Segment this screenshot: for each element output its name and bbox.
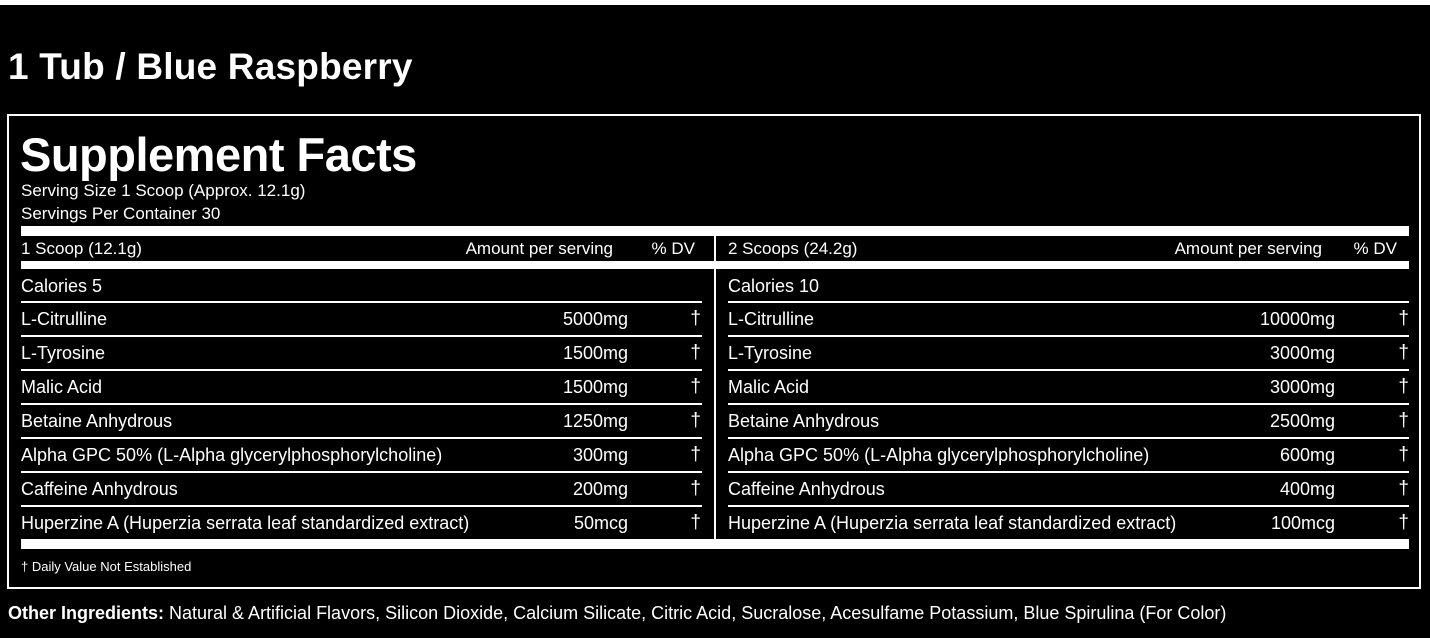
ingredient-row [21,405,702,439]
ingredient-row [21,303,702,337]
ingredient-amount: 200mg [572,479,628,499]
dv-header: % DV [651,239,695,258]
ingredient-name: L-Citrulline [21,309,108,329]
column-divider [714,236,716,539]
calories-row: Calories 5 [21,269,702,303]
ingredient-name: Caffeine Anhydrous [728,479,885,499]
servings-per-container: Servings Per Container 30 [21,204,221,223]
ingredient-amount: 600mg [1279,445,1335,465]
ingredient-amount: 1500mg [562,343,628,363]
ingredient-row [21,473,702,507]
daily-value-footnote: † Daily Value Not Established [21,559,192,574]
ingredient-row [728,303,1409,337]
ingredient-amount: 2500mg [1269,411,1335,431]
amount-header: Amount per serving [465,239,613,258]
top-divider [0,0,1430,5]
ingredient-name: Betaine Anhydrous [728,411,880,431]
serving-label: 1 Scoop (12.1g) [21,239,142,258]
dagger-symbol: † [690,308,701,329]
ingredient-name: Alpha GPC 50% (L-Alpha glycerylphosphorylcholine) [21,445,443,465]
dagger-symbol: † [1398,512,1409,533]
dagger-symbol: † [1398,342,1409,363]
ingredient-row [728,337,1409,371]
dagger-symbol: † [1398,376,1409,397]
ingredient-amount: 5000mg [562,309,628,329]
calories-row: Calories 10 [728,269,1409,303]
ingredient-row [728,473,1409,507]
amount-header: Amount per serving [1174,239,1322,258]
product-title: 1 Tub / Blue Raspberry [8,46,413,87]
dagger-symbol: † [1398,308,1409,329]
ingredient-amount: 100mcg [1270,513,1335,533]
ingredient-name: Alpha GPC 50% (L-Alpha glycerylphosphorylcholine) [728,445,1150,465]
serving-size: Serving Size 1 Scoop (Approx. 12.1g) [21,181,306,200]
ingredient-name: L-Citrulline [728,309,815,329]
dagger-symbol: † [690,478,701,499]
dv-header: % DV [1353,239,1397,258]
ingredient-row [21,507,702,541]
ingredient-name: Betaine Anhydrous [21,411,173,431]
ingredient-amount: 1500mg [562,377,628,397]
serving-label: 2 Scoops (24.2g) [728,239,858,258]
ingredient-row [728,439,1409,473]
other-ingredients [8,601,1226,625]
column-header [21,236,702,261]
ingredient-list [21,303,702,541]
dagger-symbol: † [690,444,701,465]
ingredient-name: Caffeine Anhydrous [21,479,178,499]
other-ingredients-label: Other Ingredients: [8,603,165,623]
dagger-symbol: † [1398,410,1409,431]
ingredient-list [728,303,1409,541]
ingredient-row [728,507,1409,541]
thick-rule-top [21,226,1409,236]
ingredient-row [21,371,702,405]
ingredient-name: Huperzine A (Huperzia serrata leaf standardized extract) [21,513,470,533]
ingredient-name: L-Tyrosine [21,343,106,363]
ingredient-name: Malic Acid [728,377,810,397]
ingredient-amount: 1250mg [562,411,628,431]
ingredient-amount: 3000mg [1269,377,1335,397]
dagger-symbol: † [690,512,701,533]
ingredient-amount: 3000mg [1269,343,1335,363]
dagger-symbol: † [690,410,701,431]
other-ingredients-text: Natural & Artificial Flavors, Silicon Dioxide, Calcium Silicate, Citric Acid, Sucralose, Acesulfame Potassium, Blue Spirulina (For Color) [164,603,1227,623]
ingredient-name: Huperzine A (Huperzia serrata leaf standardized extract) [728,513,1177,533]
ingredient-row [728,371,1409,405]
dagger-symbol: † [690,342,701,363]
dagger-symbol: † [1398,444,1409,465]
ingredient-row [21,439,702,473]
ingredient-row [728,405,1409,439]
dagger-symbol: † [1398,478,1409,499]
ingredient-name: L-Tyrosine [728,343,813,363]
dagger-symbol: † [690,376,701,397]
ingredient-amount: 400mg [1279,479,1335,499]
ingredient-amount: 10000mg [1259,309,1335,329]
facts-title: Supplement Facts [20,128,417,181]
ingredient-amount: 300mg [572,445,628,465]
supplement-facts-panel [7,114,1421,589]
ingredient-amount: 50mcg [573,513,628,533]
ingredient-row [21,337,702,371]
ingredient-name: Malic Acid [21,377,103,397]
column-header [728,236,1409,261]
